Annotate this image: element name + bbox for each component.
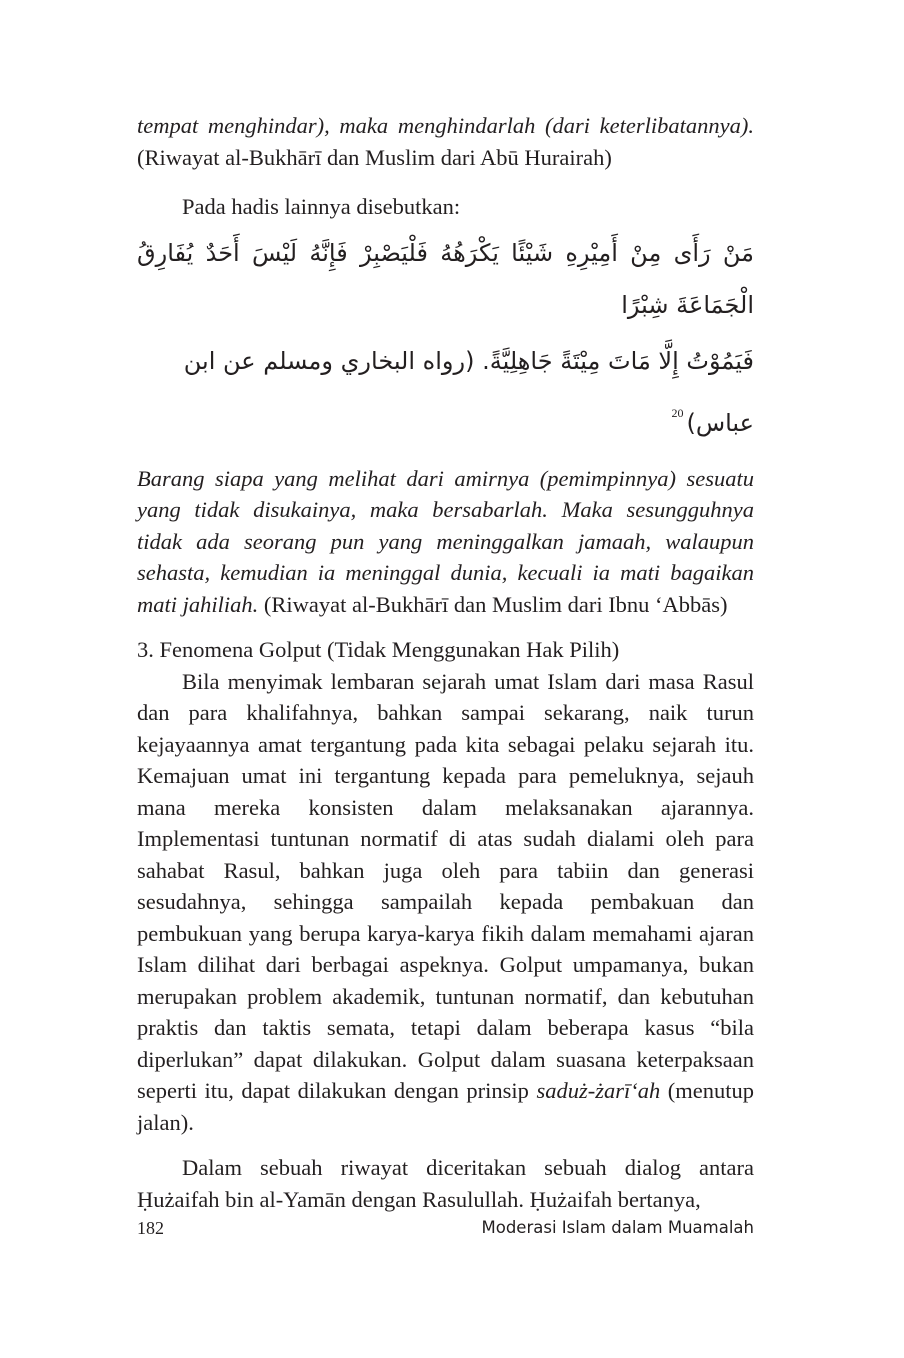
translation-citation: (Riwayat al-Bukhārī dan Muslim dari Ibnu ‘Abbās) — [258, 591, 728, 617]
paragraph-tail: (menutup jalan). — [137, 1078, 754, 1135]
arabic-hadith-line-1 — [137, 227, 754, 331]
translation-italic: Barang siapa yang melihat dari amirnya (pemimpinnya) sesuatu yang tidak disukainya, maka bersabarlah. Maka sesungguhnya tidak ada seorang pun yang meninggalkan jamaah, walaupun sehasta, kemudian ia meninggal dunia, kecuali ia mati bagaikan mati jahiliah. — [137, 465, 754, 617]
continuation-citation: (Riwayat al-Bukhārī dan Muslim dari Abū Hurairah) — [137, 144, 612, 170]
page-body — [137, 110, 754, 1215]
page-footer — [137, 1218, 754, 1239]
running-title: Moderasi Islam dalam Muamalah — [481, 1218, 754, 1237]
page-number: 182 — [137, 1218, 164, 1238]
section-heading: 3. Fenomena Golput (Tidak Menggunakan Hak Pilih) — [137, 637, 620, 662]
arabic-text: مَنْ رَأَى مِنْ أَمِيْرِهِ شَيْئًا يَكْرَهُهُ فَلْيَصْبِرْ فَإِنَّهُ لَيْسَ أَحَدٌ يُفَارِقُ الْجَمَاعَةَ شِبْرًا — [137, 238, 754, 319]
body-paragraph-2: Dalam sebuah riwayat diceritakan sebuah dialog antara Ḥużaifah bin al-Yamān dengan Rasulullah. Ḥużaifah bertanya, — [137, 1155, 754, 1212]
footnote-reference[interactable]: 20 — [671, 405, 684, 420]
continuation-paragraph — [137, 110, 754, 173]
arabic-text: فَيَمُوْتُ إِلَّا مَاتَ مِيْتَةً جَاهِلِيَّةً. (رواه البخاري ومسلم عن ابن عباس) — [183, 346, 754, 437]
body-paragraph-1 — [137, 666, 754, 1139]
translation-paragraph — [137, 463, 754, 621]
paragraph-text: Bila menyimak lembaran sejarah umat Islam dari masa Rasul dan para khalifahnya, bahkan sampai sekarang, naik turun kejayaannya amat tergantung pada kita sebagai pelaku sejarah itu. Kemajuan umat ini tergantung kepada para pemeluknya, sejauh mana mereka konsisten dalam melaksanakan ajarannya. Implementasi tuntunan normatif di atas sudah dialami oleh para sahabat Rasul, bahkan juga oleh para tabiin dan generasi sesudahnya, sehingga sampailah kepada pembakuan dan pembukuan yang berupa karya-karya fikih dalam memahami ajaran Islam dilihat dari berbagai aspeknya. Golput umpamanya, bukan merupakan problem akademik, tuntunan normatif, dan kebutuhan praktis dan taktis semata, tetapi dalam beberapa kasus “bila diperlukan” dapat dilakukan. Golput dalam suasana keterpaksaan seperti itu, dapat dilakukan dengan prinsip — [137, 668, 754, 1103]
intro-line: Pada hadis lainnya disebutkan: — [182, 194, 461, 219]
arabic-hadith-line-2 — [137, 335, 754, 449]
italic-term: saduż-żarī‘ah — [536, 1078, 661, 1103]
continuation-italic: tempat menghindar), maka menghindarlah (dari keterlibatannya). — [137, 113, 754, 138]
